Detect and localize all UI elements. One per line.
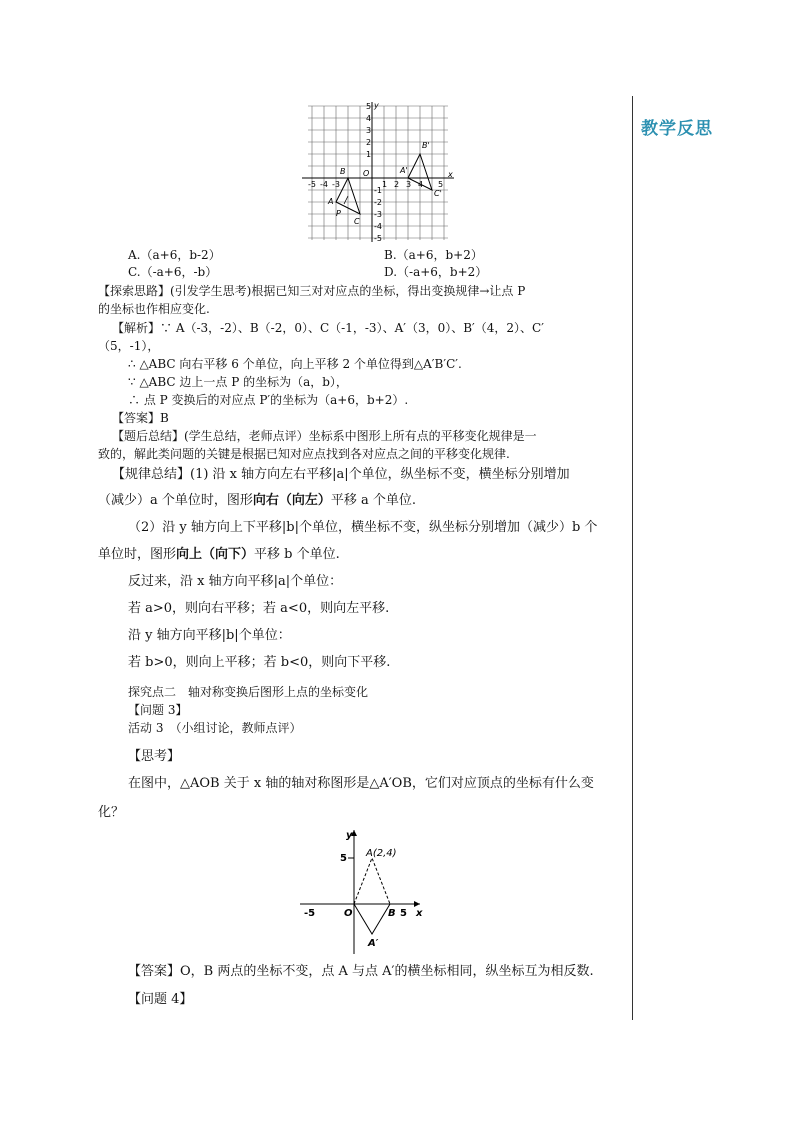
svg-text:C: C — [354, 217, 360, 226]
svg-text:5: 5 — [438, 180, 444, 189]
rule-summary-line1: 【规律总结】(1) 沿 x 轴方向左右平移|a|个单位，纵坐标不变，横坐标分别增加 — [112, 467, 570, 482]
svg-text:1: 1 — [382, 180, 388, 189]
analysis-line5: ∴ 点 P 变换后的对应点 P′的坐标为（a+6，b+2）. — [128, 393, 409, 407]
svg-text:1: 1 — [366, 150, 372, 159]
svg-text:O: O — [344, 908, 353, 919]
analysis-line1: 【解析】∵ A（-3，-2）、B（-2，0）、C（-1，-3）、A′（3，0）、B′（4，2）、C′ — [112, 321, 544, 335]
explore-point-two-heading: 探究点二 轴对称变换后图形上点的坐标变化 — [128, 685, 369, 699]
conversely-y-line: 沿 y 轴方向平移|b|个单位： — [128, 628, 291, 643]
svg-text:4: 4 — [366, 114, 372, 123]
rule-summary-line2: （减少）a 个单位时，图形向右（向左）平移 a 个单位. — [98, 493, 417, 508]
svg-text:-1: -1 — [374, 186, 382, 195]
column-divider — [632, 96, 633, 1020]
svg-text:2: 2 — [366, 138, 372, 147]
svg-text:O: O — [363, 169, 370, 178]
svg-text:B: B — [340, 167, 346, 176]
svg-text:C': C' — [434, 189, 442, 198]
svg-text:-4: -4 — [320, 180, 328, 189]
svg-text:A: A — [328, 197, 334, 206]
analysis-line3: ∴ △ABC 向右平移 6 个单位，向上平移 2 个单位得到△A′B′C′. — [128, 357, 462, 371]
svg-text:5: 5 — [366, 102, 372, 111]
svg-text:2: 2 — [394, 180, 400, 189]
rule-b-line: 若 b>0，则向上平移；若 b<0，则向下平移. — [128, 655, 391, 670]
svg-text:3: 3 — [366, 126, 372, 135]
svg-text:5: 5 — [400, 908, 407, 919]
svg-text:-5: -5 — [374, 234, 382, 243]
svg-text:-2: -2 — [374, 198, 382, 207]
rule-a-line: 若 a>0，则向右平移；若 a<0，则向左平移. — [128, 601, 390, 616]
analysis-line4: ∵ △ABC 边上一点 P 的坐标为（a，b）， — [128, 375, 348, 389]
question-3-label: 【问题 3】 — [128, 703, 188, 717]
svg-text:x: x — [416, 908, 423, 919]
svg-text:-3: -3 — [374, 210, 382, 219]
svg-text:-3: -3 — [332, 180, 340, 189]
option-a: A.（a+6，b-2） — [128, 248, 221, 262]
summary-line1: 【题后总结】(学生总结，老师点评）坐标系中图形上所有点的平移变化规律是一 — [112, 429, 537, 443]
svg-text:A′: A′ — [368, 938, 379, 949]
svg-text:-4: -4 — [374, 222, 382, 231]
option-d: D.（-a+6，b+2） — [384, 265, 488, 279]
activity-3-line: 活动 3 （小组讨论，教师点评） — [128, 721, 302, 735]
svg-text:B': B' — [422, 141, 430, 150]
translation-figure — [300, 100, 458, 245]
svg-text:y: y — [374, 101, 379, 110]
summary-line2: 致的，解此类问题的关键是根据已知对应点找到各对应点之间的平移变化规律. — [98, 447, 510, 461]
analysis-line2: （5，-1）， — [98, 339, 160, 353]
svg-text:A': A' — [400, 166, 408, 175]
explore-thought-line1: 【探索思路】(引发学生思考)根据已知三对对应点的坐标，得出变换规律→让点 P — [98, 284, 526, 298]
option-b: B.（a+6，b+2） — [384, 248, 483, 262]
think-question-line2: 化？ — [98, 805, 125, 820]
svg-text:y: y — [346, 830, 353, 841]
svg-text:P: P — [336, 209, 341, 218]
svg-text:5: 5 — [340, 853, 347, 864]
think-question-line1: 在图中，△AOB 关于 x 轴的轴对称图形是△A′OB，它们对应顶点的坐标有什么变 — [128, 776, 594, 791]
svg-text:4: 4 — [418, 180, 424, 189]
rule-summary-line4: 单位时，图形向上（向下）平移 b 个单位. — [98, 547, 340, 562]
option-c: C.（-a+6，-b） — [128, 265, 218, 279]
teaching-reflection-heading: 教学反思 — [641, 119, 713, 139]
conversely-x-line: 反过来，沿 x 轴方向平移|a|个单位： — [128, 574, 343, 589]
answer-line: 【答案】B — [112, 411, 169, 425]
svg-text:3: 3 — [406, 180, 412, 189]
svg-text:-5: -5 — [308, 180, 316, 189]
svg-text:B: B — [388, 908, 396, 919]
reflection-figure — [296, 826, 426, 956]
explore-thought-line2: 的坐标也作相应变化. — [98, 302, 210, 316]
svg-text:-5: -5 — [304, 908, 316, 919]
rule-summary-line3: （2）沿 y 轴方向上下平移|b|个单位，横坐标不变，纵坐标分别增加（减少）b 个 — [128, 520, 598, 535]
reflection-answer-line: 【答案】O，B 两点的坐标不变，点 A 与点 A′的横坐标相同，纵坐标互为相反数. — [128, 964, 594, 979]
think-label: 【思考】 — [128, 749, 181, 764]
svg-text:x: x — [448, 170, 453, 179]
question-4-label: 【问题 4】 — [128, 992, 193, 1007]
svg-text:A(2,4): A(2,4) — [366, 848, 397, 859]
